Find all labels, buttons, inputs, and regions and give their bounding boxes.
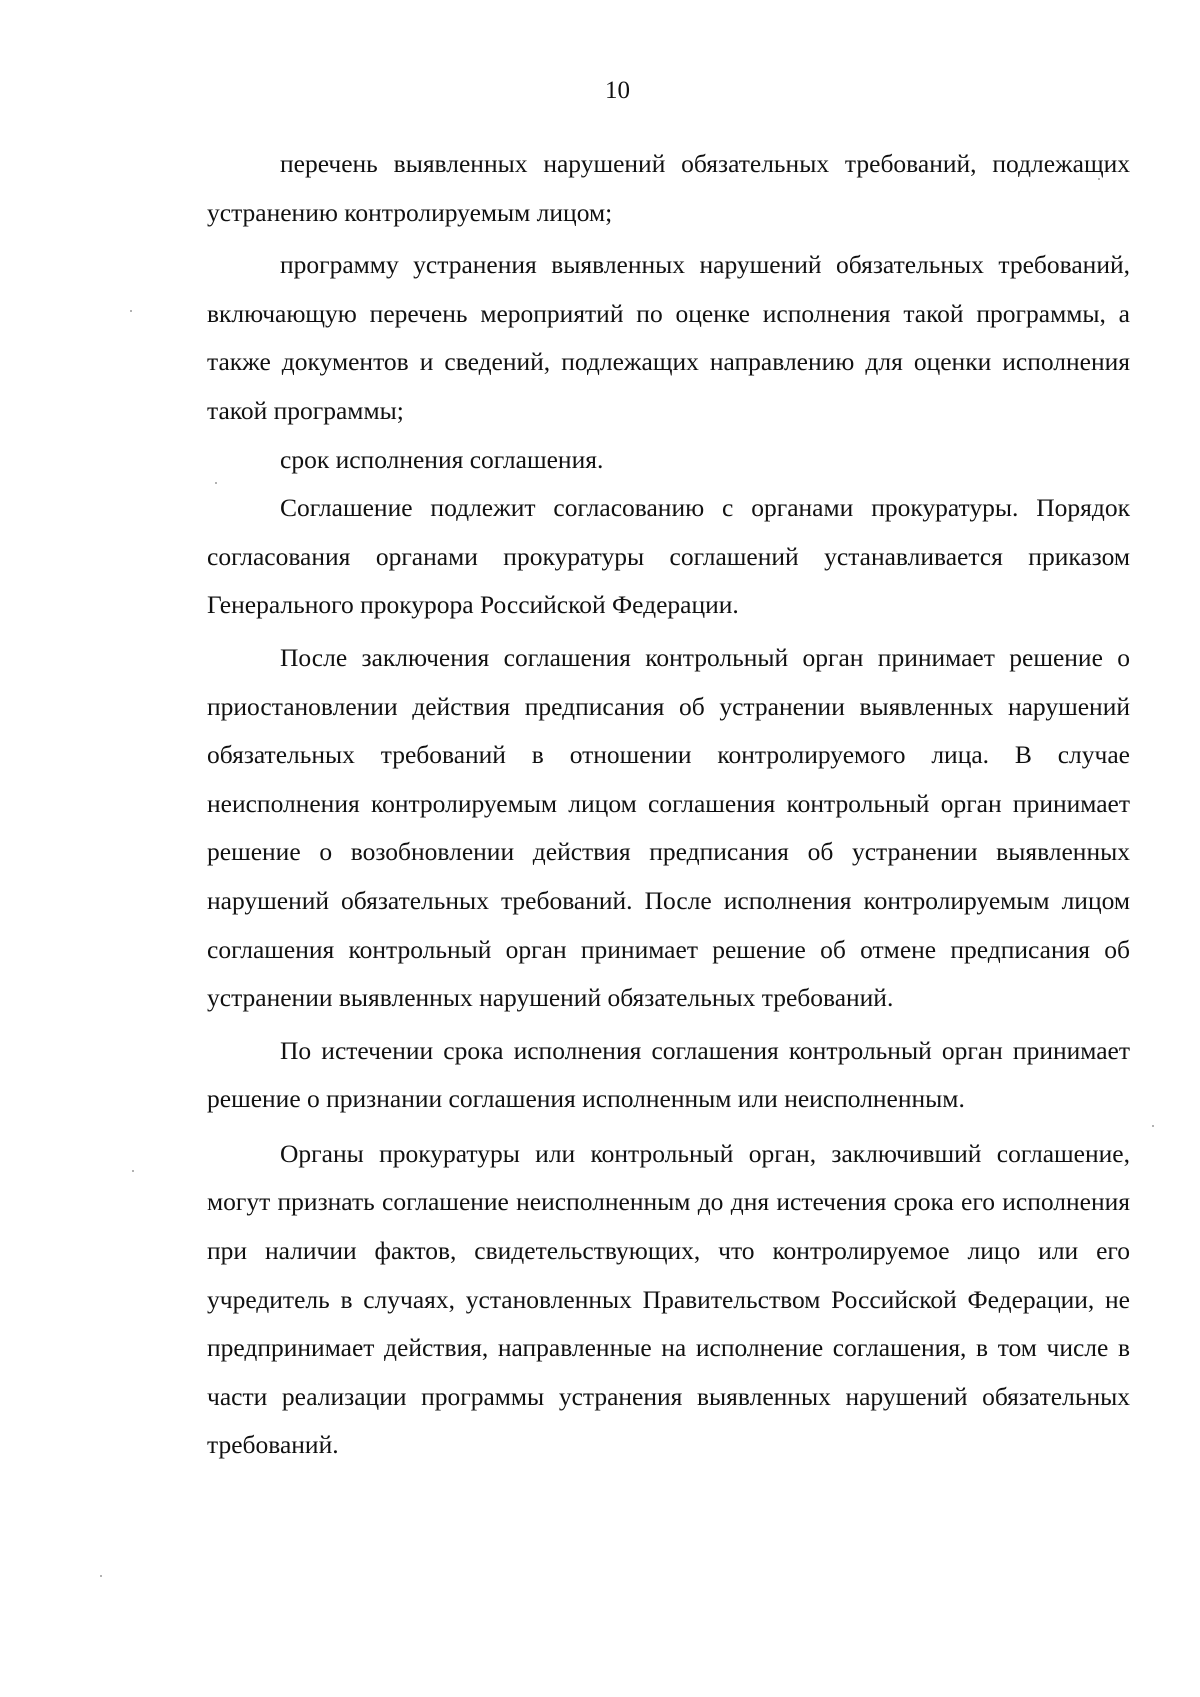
paragraph-agreement-term: срок исполнения соглашения. — [280, 444, 604, 474]
paragraph-order-suspension: После заключения соглашения контрольный орган принимает решение о приостановлении действия предписания об устранении выявленных нарушений обязательных требований в отношении контролируемого лица. В случае неисполнения контролируемым лицом соглашения контрольный орган принимает решение о возобновлении действия предписания об устранении выявленных нарушений обязательных требований. После исполнения контролируемым лицом соглашения контрольный орган принимает решение об отмене предписания об устранении выявленных нарушений обязательных требований. — [207, 642, 1130, 1013]
paragraph-remediation-program: программу устранения выявленных нарушений обязательных требований, включающую перечень мероприятий по оценке исполнения такой программы, а также документов и сведений, подлежащих направлению для оценки исполнения такой программы; — [207, 250, 1130, 425]
paragraph-non-fulfillment: Органы прокуратуры или контрольный орган, заключивший соглашение, могут признать соглашение неисполненным до дня истечения срока его исполнения при наличии фактов, свидетельствующих, что контролируемое лицо или его учредитель в случаях, установленных Правительством Российской Федерации, не предпринимает действия, направленные на исполнение соглашения, в том числе в части реализации программы устранения выявленных нарушений обязательных требований. — [207, 1138, 1130, 1460]
scan-speck — [215, 482, 217, 484]
scan-speck — [1098, 178, 1100, 180]
scan-speck — [100, 1575, 102, 1577]
scan-speck — [1152, 1125, 1154, 1127]
paragraph-prosecutor-approval: Соглашение подлежит согласованию с органами прокуратуры. Порядок согласования органами прокуратуры соглашений устанавливается приказом Генерального прокурора Российской Федерации. — [207, 493, 1130, 620]
page-number: 10 — [605, 77, 630, 104]
scan-speck — [130, 310, 132, 312]
paragraph-violations-list: перечень выявленных нарушений обязательных требований, подлежащих устранению контролируемым лицом; — [207, 149, 1130, 227]
paragraph-term-expiry: По истечении срока исполнения соглашения контрольный орган принимает решение о признании соглашения исполненным или неисполненным. — [207, 1035, 1130, 1114]
scan-speck — [132, 1170, 134, 1172]
document-body — [207, 140, 1130, 1470]
